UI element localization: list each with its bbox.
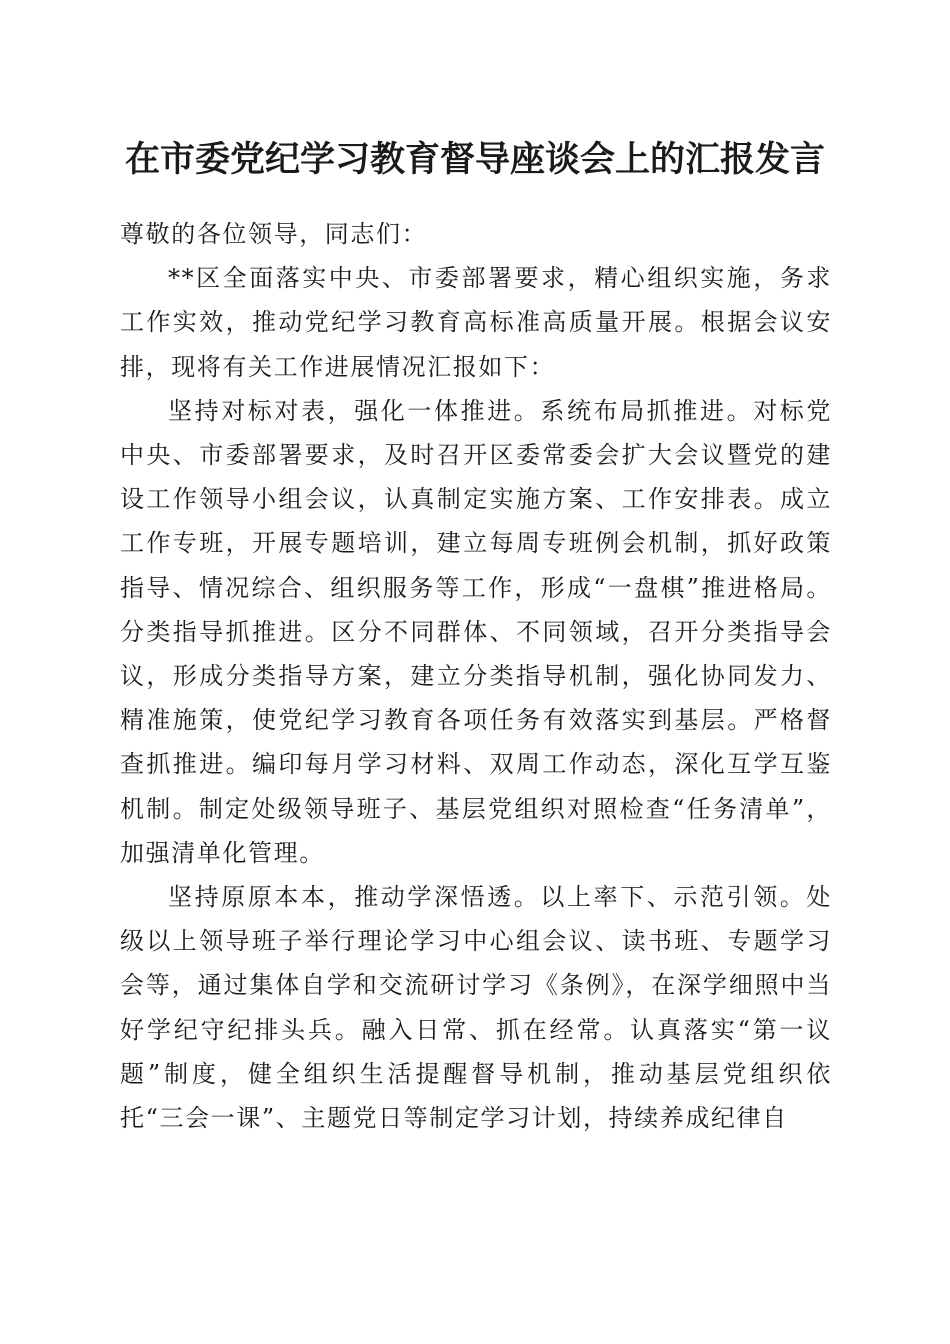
paragraph-benchmark: 坚持对标对表，强化一体推进。系统布局抓推进。对标党中央、市委部署要求，及时召开区委常委会扩大会议暨党的建设工作领导小组会议，认真制定实施方案、工作安排表。成立工作专班，开展专题培训，建立每周专班例会机制，抓好政策指导、情况综合、组织服务等工作，形成“一盘棋”推进格局。分类指导抓推进。区分不同群体、不同领域，召开分类指导会议，形成分类指导方案，建立分类指导机制，强化协同发力、精准施策，使党纪学习教育各项任务有效落实到基层。严格督查抓推进。编印每月学习材料、双周工作动态，深化互学互鉴机制。制定处级领导班子、基层党组织对照检查“任务清单”，加强清单化管理。 — [120, 396, 832, 867]
paragraph-intro: **区全面落实中央、市委部署要求，精心组织实施，务求工作实效，推动党纪学习教育高标准高质量开展。根据会议安排，现将有关工作进展情况汇报如下： — [120, 264, 832, 381]
document-title: 在市委党纪学习教育督导座谈会上的汇报发言 — [124, 139, 825, 180]
document-body — [120, 212, 832, 1140]
paragraph-study: 坚持原原本本，推动学深悟透。以上率下、示范引领。处级以上领导班子举行理论学习中心组会议、读书班、专题学习会等，通过集体自学和交流研讨学习《条例》，在深学细照中当好学纪守纪排头兵。融入日常、抓在经常。认真落实“第一议题”制度，健全组织生活提醒督导机制，推动基层党组织依托“三会一课”、主题党日等制定学习计划，持续养成纪律自 — [120, 883, 832, 1133]
salutation: 尊敬的各位领导，同志们： — [120, 220, 428, 248]
